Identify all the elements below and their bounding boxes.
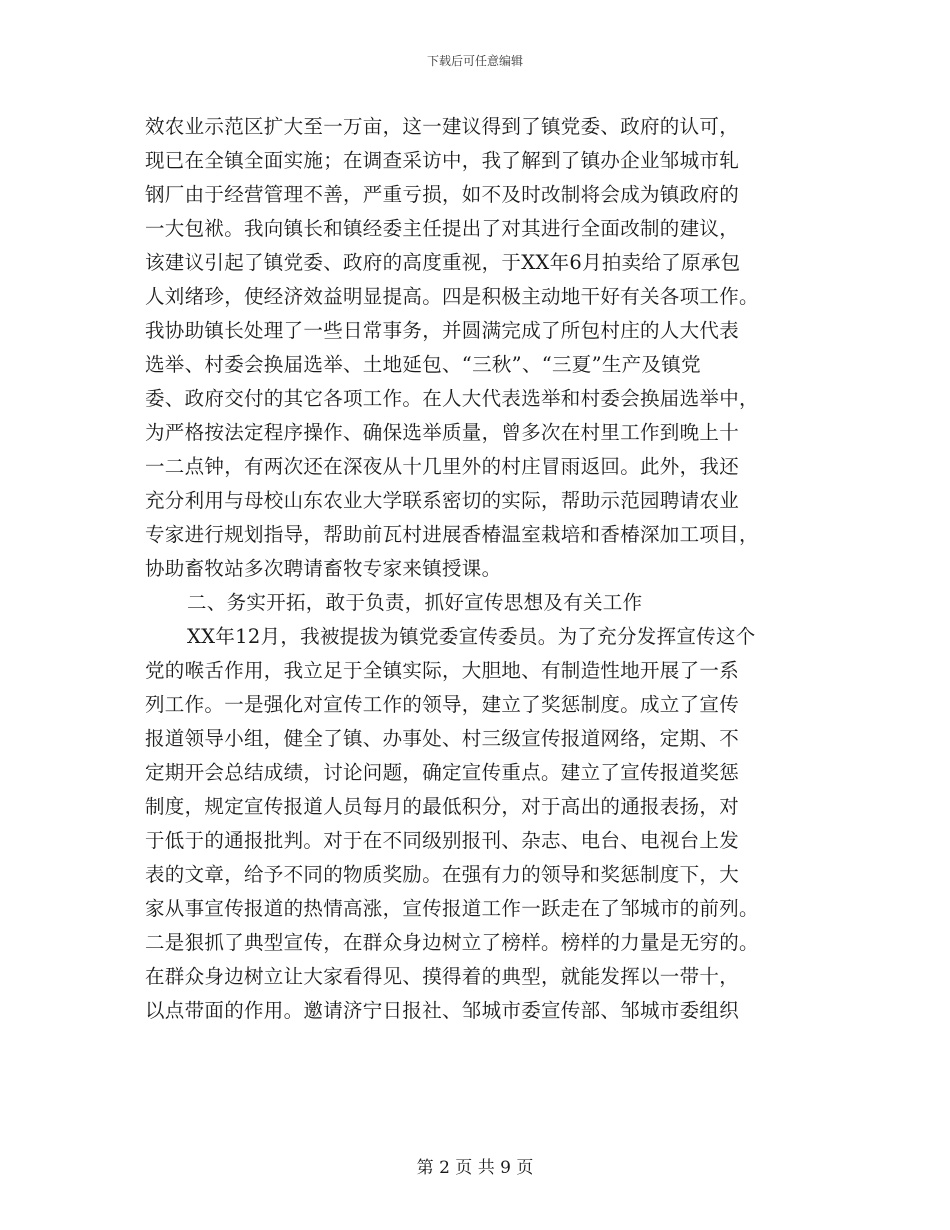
body-line: 选举、村委会换届选举、土地延包、“三秋”、“三夏”生产及镇党 [145,353,701,376]
body-line: 一大包袱。我向镇长和镇经委主任提出了对其进行全面改制的建议， [145,217,740,240]
document-body [145,110,805,1028]
body-line: 列工作。一是强化对宣传工作的领导，建立了奖惩制度。成立了宣传 [145,693,740,716]
body-line: 制度，规定宣传报道人员每月的最低积分，对于高出的通报表扬，对 [145,795,740,818]
body-line: 家从事宣传报道的热情高涨，宣传报道工作一跃走在了邹城市的前列。 [145,897,759,920]
body-line: 在群众身边树立让大家看得见、摸得着的典型，就能发挥以一带十， [145,965,740,988]
body-line: 报道领导小组，健全了镇、办事处、村三级宣传报道网络，定期、不 [145,727,740,750]
section-heading: 二、务实开拓，敢于负责，抓好宣传思想及有关工作 [187,591,643,614]
body-line: 人刘绪珍，使经济效益明显提高。四是积极主动地干好有关各项工作。 [145,285,759,308]
body-line: 充分利用与母校山东农业大学联系密切的实际，帮助示范园聘请农业 [145,489,740,512]
page-header: 下载后可任意编辑 [426,54,523,68]
page-number-footer: 第 2 页 共 9 页 [416,1158,534,1178]
body-line: 该建议引起了镇党委、政府的高度重视，于XX年6月拍卖给了原承包 [145,251,741,274]
paragraph-start-line: XX年12月，我被提拔为镇党委宣传委员。为了充分发挥宣传这个 [187,625,756,648]
body-line: 现已在全镇全面实施；在调查采访中，我了解到了镇办企业邹城市轧 [145,149,740,172]
body-line: 二是狠抓了典型宣传，在群众身边树立了榜样。榜样的力量是无穷的。 [145,931,759,954]
body-line: 党的喉舌作用，我立足于全镇实际，大胆地、有制造性地开展了一系 [145,659,740,682]
body-line: 一二点钟，有两次还在深夜从十几里外的村庄冒雨返回。此外，我还 [145,455,740,478]
body-line: 以点带面的作用。邀请济宁日报社、邹城市委宣传部、邹城市委组织 [145,999,740,1022]
body-line: 效农业示范区扩大至一万亩，这一建议得到了镇党委、政府的认可， [145,115,740,138]
body-line: 表的文章，给予不同的物质奖励。在强有力的领导和奖惩制度下，大 [145,863,740,886]
body-line: 为严格按法定程序操作、确保选举质量，曾多次在村里工作到晚上十 [145,421,740,444]
body-line: 委、政府交付的其它各项工作。在人大代表选举和村委会换届选举中， [145,387,759,410]
body-line: 我协助镇长处理了一些日常事务，并圆满完成了所包村庄的人大代表 [145,319,740,342]
body-line: 于低于的通报批判。对于在不同级别报刊、杂志、电台、电视台上发 [145,829,740,852]
body-line: 定期开会总结成绩，讨论问题，确定宣传重点。建立了宣传报道奖惩 [145,761,740,784]
body-line: 协助畜牧站多次聘请畜牧专家来镇授课。 [145,557,502,580]
body-line: 钢厂由于经营管理不善，严重亏损，如不及时改制将会成为镇政府的 [145,183,740,206]
body-line: 专家进行规划指导，帮助前瓦村进展香椿温室栽培和香椿深加工项目， [145,523,759,546]
